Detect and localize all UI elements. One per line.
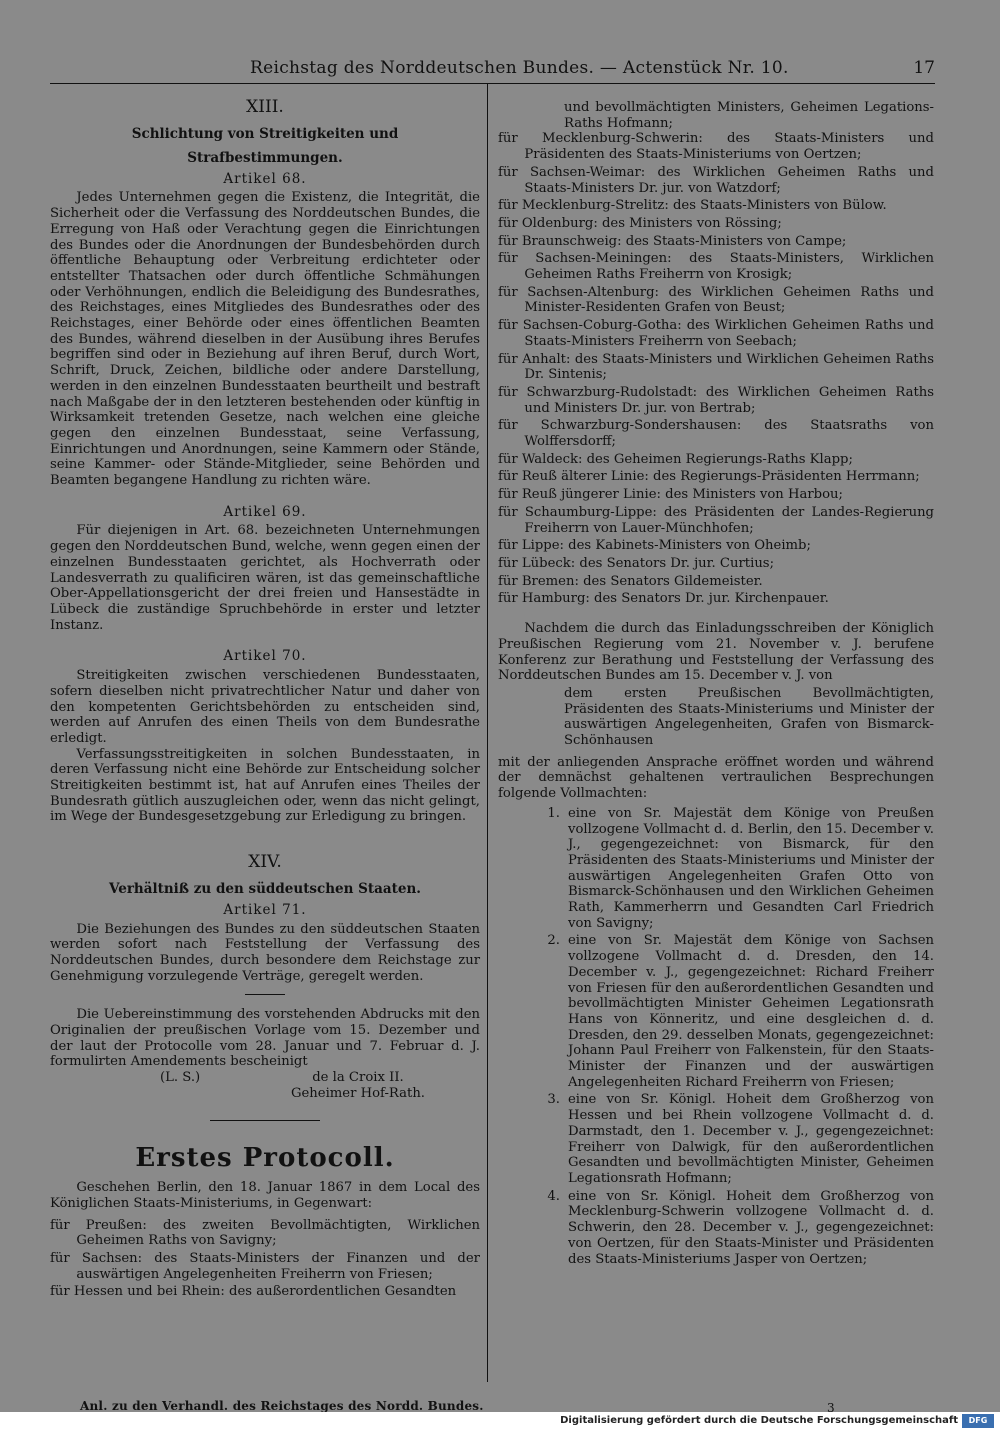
column-divider [487,84,488,1382]
list-item [498,1092,934,1186]
delegate-entry: für Schwarzburg-Rudolstadt: des Wirklichen Geheimen Raths und Ministers Dr. jur. von Bertrab; [498,384,934,416]
list-item [498,933,934,1090]
article-text: Jedes Unternehmen gegen die Existenz, die Integrität, die Sicherheit oder die Verfassung des Norddeutschen Bundes, die Erregung von Haß oder Verachtung gegen die Einrichtungen des Bundes oder die Anordnungen der Bundesbehörden durch öffentliche Behauptung oder Verbreitung erdichteter oder entstellter Thatsachen oder durch öffentliche Schmähungen oder Verhöhnungen, endlich die Beleidigung des Bundesrathes, des Reichstages, eines Mitgliedes des Bundesrathes oder des Reichstages, einer Behörde oder eines öffentlichen Beamten des Bundes, während dieselben in der Ausübung ihres Berufes begriffen sind oder in Beziehung auf ihren Beruf, durch Wort, Schrift, Druck, Zeichen, bildliche oder andere Darstellung, werden in den einzelnen Bundesstaaten beurtheilt und bestraft nach Maßgabe der in den letzteren bestehenden oder künftig in Wirksamkeit tretenden Gesetze, nach welchen eine gleiche gegen den einzelnen Bundesstaat, seine Verfassung, Einrichtungen und Anordnungen, seine Kammern oder Stände, seine Kammer- oder Stände-Mitglieder, seine Behörden und Beamten begangene Handlung zu richten wäre. [50,190,480,489]
certification-text: Die Uebereinstimmung des vorstehenden Abdrucks mit den Originalien der preußischen Vorlage vom 15. Dezember und der laut der Protocolle vom 28. Januar und 7. Februar d. J. formulirten Amendements bescheinigt [50,1007,480,1070]
protocol-paragraph: Nachdem die durch das Einladungsschreiben der Königlich Preußischen Regierung vom 21. November v. J. berufene Konferenz zur Berathung und Feststellung der Verfassung des Norddeutschen Bundes am 15. December v. J. von [498,621,934,684]
section-title: Strafbestimmungen. [187,149,343,166]
article-text: Verfassungsstreitigkeiten in solchen Bundesstaaten, in deren Verfassung nicht eine Behörde zur Entscheidung solcher Streitigkeiten bestimmt ist, hat auf Anrufen eines Theiles der Bundesrath gütlich auszugleichen oder, wenn das nicht gelingt, im Wege der Bundesgesetzgebung zur Erledigung zu bringen. [50,746,480,825]
section-numeral: XIV. [248,852,282,873]
delegate-entry: für Reuß älterer Linie: des Regierungs-Präsidenten Herrmann; [498,469,920,485]
delegate-entry: für Schwarzburg-Sondershausen: des Staatsraths von Wolffersdorff; [498,418,934,450]
dfg-logo: DFG [962,1414,994,1428]
protocol-paragraph: dem ersten Preußischen Bevollmächtigten, Präsidenten des Staats-Ministeriums und Minister der auswärtigen Angelegenheiten, Grafen von Bismarck-Schönhausen [564,685,934,749]
delegate-entry: für Schaumburg-Lippe: des Präsidenten der Landes-Regierung Freiherrn von Lauer-Münchhofen; [498,504,934,536]
right-column [498,100,934,1269]
protocol-title: Erstes Protocoll. [135,1142,395,1173]
seal-mark: (L. S.) [160,1070,201,1086]
delegate-entry: für Braunschweig: des Staats-Ministers von Campe; [498,233,847,249]
delegate-entry: für Lübeck: des Senators Dr. jur. Curtius; [498,555,775,571]
header-rule [50,83,935,84]
list-text: eine von Sr. Majestät dem Könige von Sachsen vollzogene Vollmacht d. d. Dresden, den 14. December v. J., gegengezeichnet: Richard Freiherr von Friesen für den außerordentlichen Gesandten und bevollmächtigten Minister Geheimen Legationsrath Hans von Könneritz, und eine desgleichen d. d. Dresden, den 29. desselben Monats, gegengezeichnet: Johann Paul Freiherr von Falkenstein, für den Staats-Minister der Finanzen und der auswärtigen Angelegenheiten Richard Freiherrn von Friesen; [568,933,934,1090]
list-number: 4. [547,1188,560,1204]
list-text: eine von Sr. Königl. Hoheit dem Großherzog von Mecklenburg-Schwerin vollzogene Vollmacht d. d. Schwerin, den 28. December v. J., gegengezeichnet: von Oertzen, für den Staats-Minister und Präsidenten des Staats-Ministeriums Jasper von Oertzen; [568,1188,934,1267]
signatory-name: de la Croix II. [312,1070,404,1086]
delegate-entry: für Oldenburg: des Ministers von Rössing; [498,215,782,231]
delegate-entry: für Preußen: des zweiten Bevollmächtigten, Wirklichen Geheimen Raths von Savigny; [50,1217,480,1249]
signatory-title: Geheimer Hof-Rath. [290,1085,425,1101]
running-title: Reichstag des Norddeutschen Bundes. — Actenstück Nr. 10. [250,58,789,78]
delegate-entry: für Sachsen-Altenburg: des Wirklichen Geheimen Raths und Minister-Residenten Grafen von Beust; [498,284,934,316]
article-text: Streitigkeiten zwischen verschiedenen Bundesstaaten, sofern dieselben nicht privatrechtlicher Natur und daher von den kompetenten Gerichtsbehörden zu entscheiden sind, werden auf Anrufen des einen Theils von dem Bundesrathe erledigt. [50,668,480,746]
signature-mark: 3 [827,1401,835,1412]
list-number: 1. [547,805,560,821]
footer-note: Anl. zu den Verhandl. des Reichstages des Nordd. Bundes. [80,1399,484,1412]
article-text: Die Beziehungen des Bundes zu den süddeutschen Staaten werden sofort nach Feststellung der Verfassung des Norddeutschen Bundes, durch besondere dem Reichstage zur Genehmigung vorzulegende Verträge, geregelt werden. [50,921,480,984]
article-heading: Artikel 69. [223,503,307,520]
delegate-entry: für Lippe: des Kabinets-Ministers von Oheimb; [498,538,811,554]
delegate-entry: für Sachsen-Weimar: des Wirklichen Geheimen Raths und Staats-Ministers Dr. jur. von Watzdorf; [498,164,934,196]
article-heading: Artikel 71. [223,901,307,918]
delegate-entry: für Sachsen: des Staats-Ministers der Finanzen und der auswärtigen Angelegenheiten Freiherrn von Friesen; [50,1251,480,1282]
protocol-intro: Geschehen Berlin, den 18. Januar 1867 in dem Local des Königlichen Staats-Ministeriums, in Gegenwart: [50,1180,480,1211]
section-title: Verhältniß zu den süddeutschen Staaten. [109,880,421,897]
list-number: 2. [547,933,560,949]
delegate-entry: für Bremen: des Senators Gildemeister. [498,573,763,589]
list-item [498,1189,934,1268]
list-item [498,806,934,932]
delegate-entry: für Sachsen-Coburg-Gotha: des Wirklichen Geheimen Raths und Staats-Ministers Freiherrn von Seebach; [498,318,934,349]
page-header [50,58,935,82]
list-text: eine von Sr. Königl. Hoheit dem Großherzog von Hessen und bei Rhein vollzogene Vollmacht d. d. Darmstadt, den 1. December v. J., gegengezeichnet: Freiherr von Dalwigk, für den außerordentlichen Gesandten und bevollmächtigten Minister, Geheimen Legationsrath Hofmann; [568,1092,934,1186]
delegate-entry: für Mecklenburg-Schwerin: des Staats-Ministers und Präsidenten des Staats-Ministeriums von Oertzen; [498,131,934,163]
separator-rule [245,994,285,995]
list-text: eine von Sr. Majestät dem Könige von Preußen vollzogene Vollmacht d. d. Berlin, den 15. December v. J., gegengezeichnet: von Bismarck, für den Präsidenten des Staats-Ministeriums und Minister der auswärtigen Angelegenheiten Grafen Otto von Bismarck-Schönhausen und den Wirklichen Geheimen Rath, Kammerherrn und Gesandten Carl Friedrich von Savigny; [568,805,934,931]
digitization-credit: Digitalisierung gefördert durch die Deutsche Forschungsgemeinschaft [560,1415,958,1426]
separator-rule [210,1120,320,1121]
protocol-paragraph: mit der anliegenden Ansprache eröffnet worden und während der demnächst gehaltenen vertraulichen Besprechungen folgende Vollmachten: [498,754,934,802]
article-heading: Artikel 68. [223,170,307,187]
page-number: 17 [913,58,935,78]
signature-block [50,1070,480,1101]
delegate-entry: für Waldeck: des Geheimen Regierungs-Raths Klapp; [498,451,853,467]
section-numeral: XIII. [246,97,284,117]
left-column [50,96,480,1302]
delegate-entry: für Hamburg: des Senators Dr. jur. Kirchenpauer. [498,591,829,607]
delegate-continuation: und bevollmächtigten Ministers, Geheimen Legations-Raths Hofmann; [564,100,934,131]
delegate-entry: für Mecklenburg-Strelitz: des Staats-Ministers von Bülow. [498,198,887,214]
article-text: Für diejenigen in Art. 68. bezeichneten Unternehmungen gegen den Norddeutschen Bund, welche, wenn gegen einen der einzelnen Bundesstaaten gerichtet, als Hochverrath oder Landesverrath zu qualificiren wären, ist das gemeinschaftliche Ober-Appellationsgericht der drei freien und Hansestädte in Lübeck die zuständige Spruchbehörde in erster und letzter Instanz. [50,523,480,633]
delegate-entry: für Reuß jüngerer Linie: des Ministers von Harbou; [498,487,843,503]
list-number: 3. [547,1092,560,1108]
delegate-entry: für Hessen und bei Rhein: des außerordentlichen Gesandten [50,1284,457,1300]
delegate-entry: für Anhalt: des Staats-Ministers und Wirklichen Geheimen Raths Dr. Sintenis; [498,351,934,383]
section-title: Schlichtung von Streitigkeiten und [131,125,399,142]
article-heading: Artikel 70. [223,648,307,665]
delegate-entry: für Sachsen-Meiningen: des Staats-Ministers, Wirklichen Geheimen Raths Freiherrn von Krosigk; [498,251,934,283]
